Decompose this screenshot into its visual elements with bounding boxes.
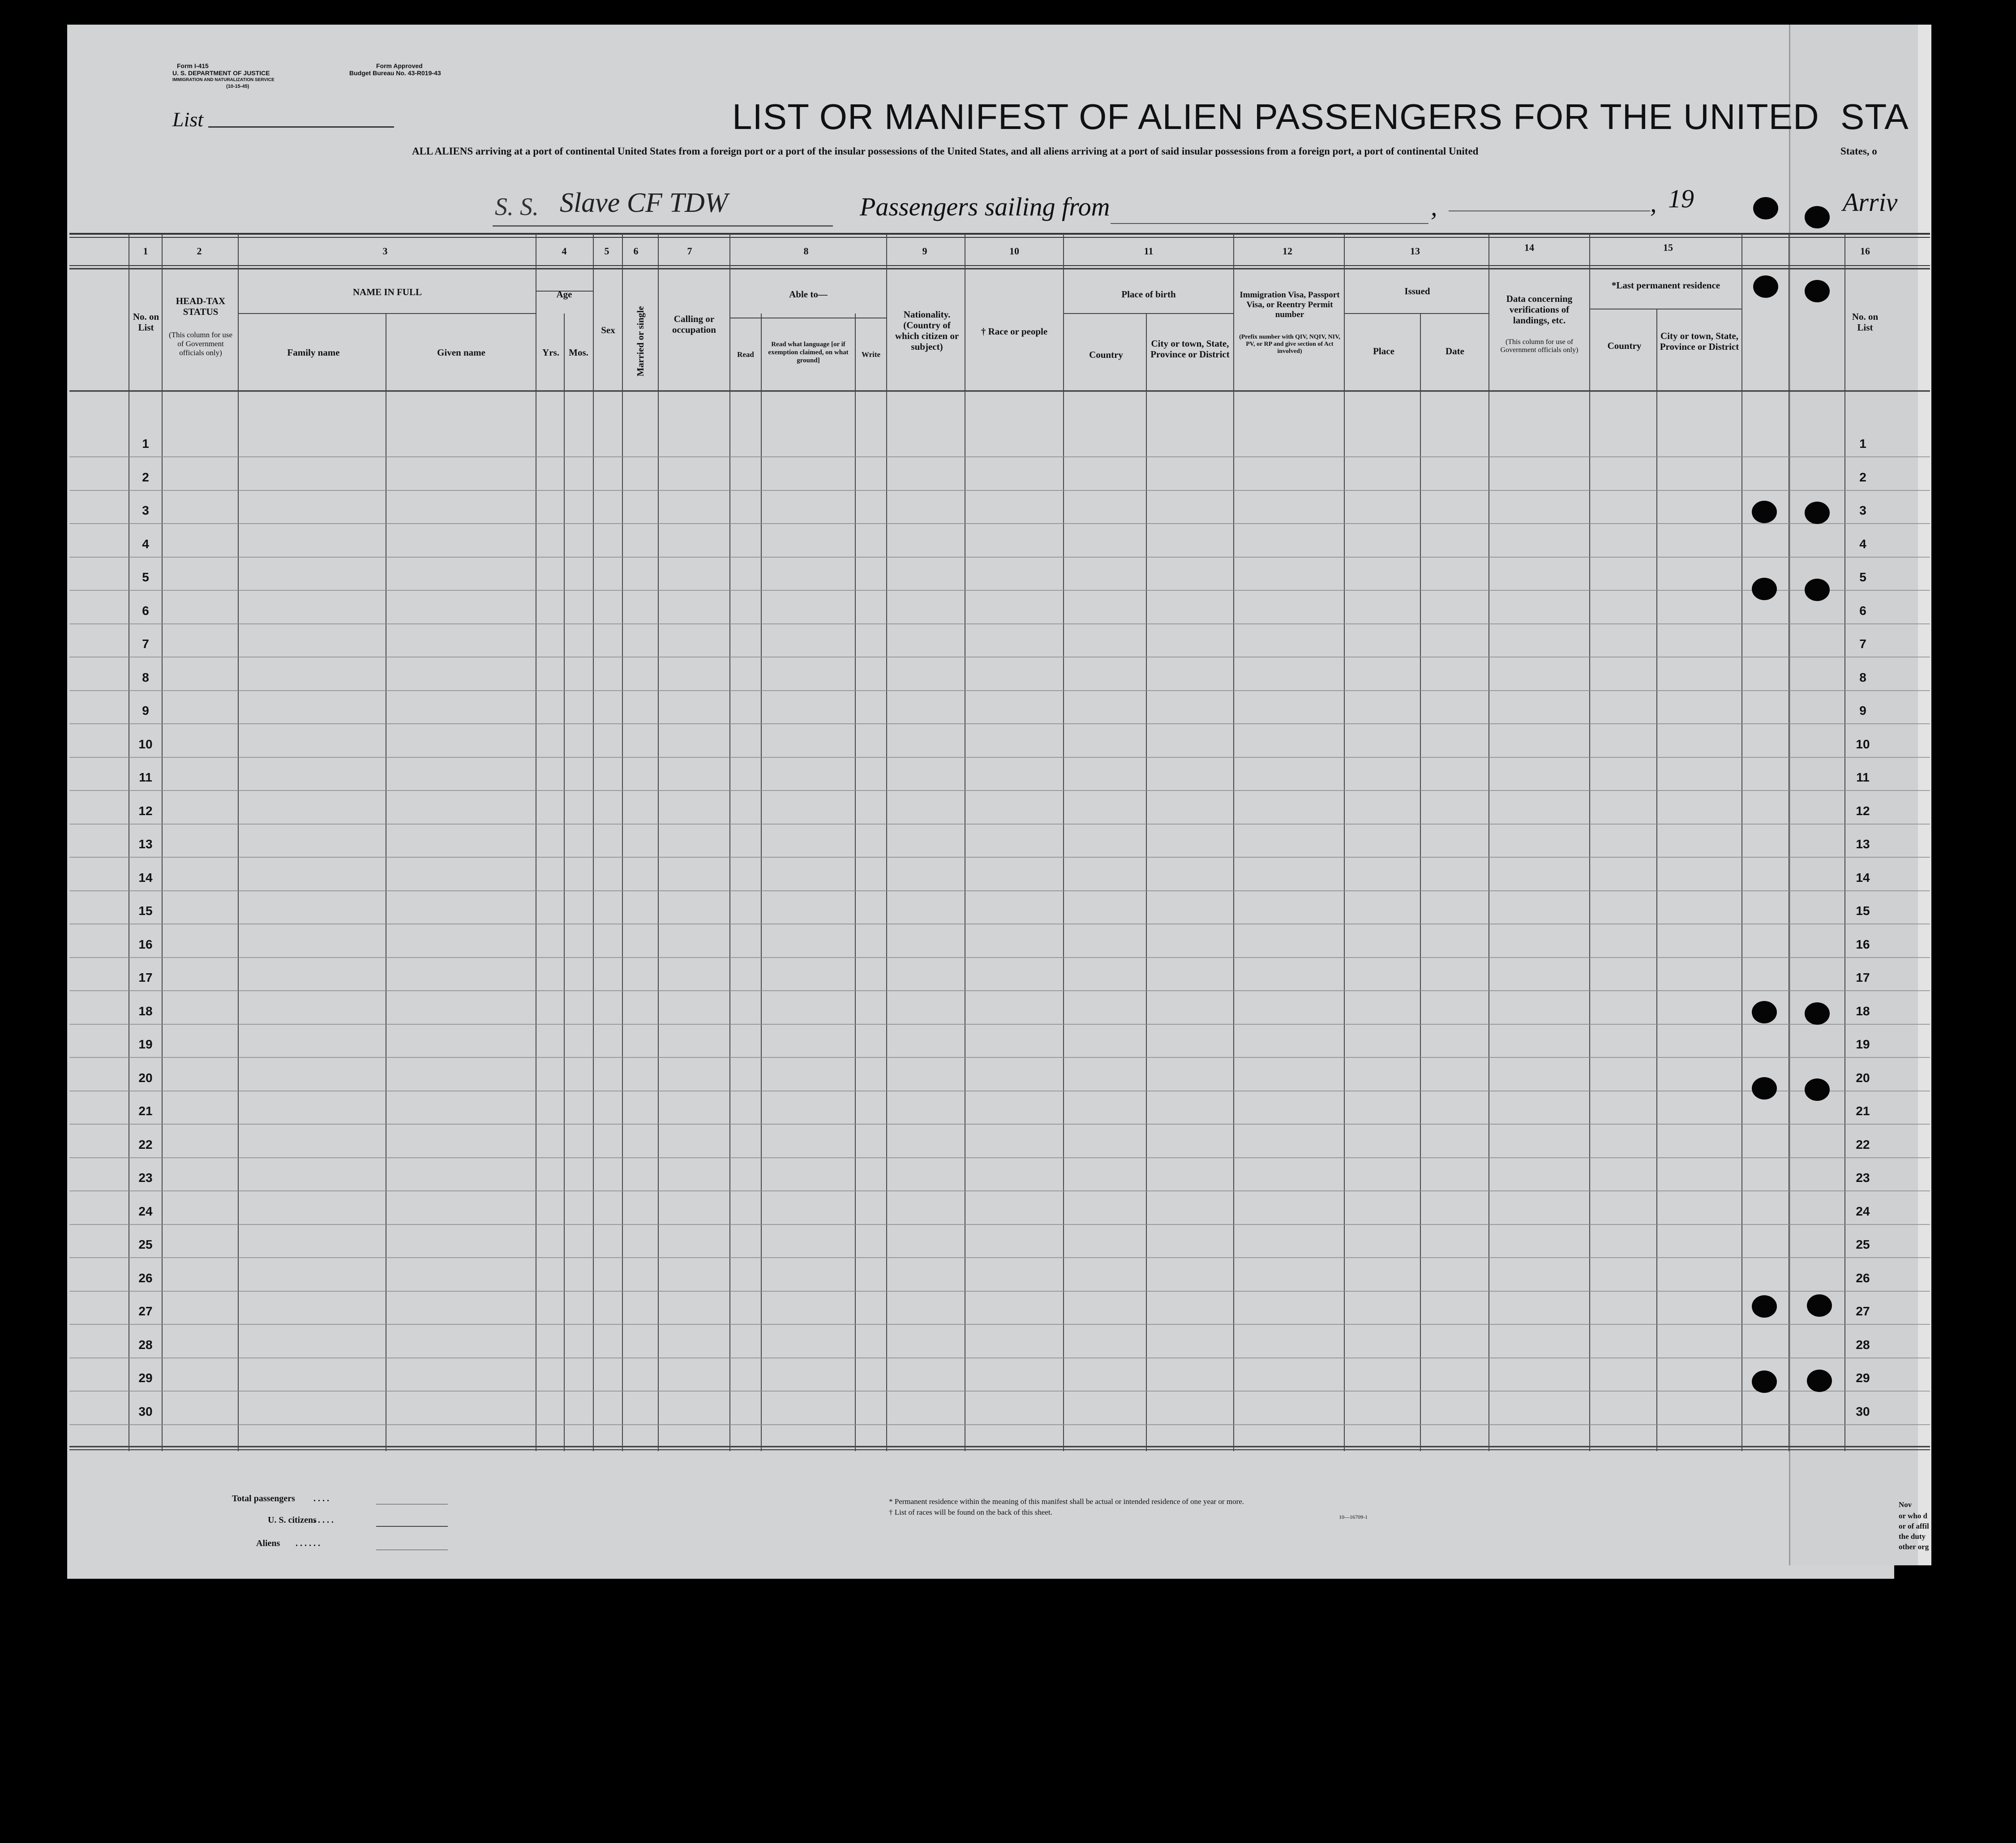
- col-head-tax-note: (This column for use of Government officials only): [168, 331, 233, 357]
- row-number: 14: [138, 870, 153, 885]
- col-verifications-note: (This column for use of Government officials only): [1500, 338, 1578, 354]
- row-number: 2: [142, 470, 149, 484]
- col-issued-date: Date: [1446, 346, 1464, 357]
- colnum-10: 10: [1009, 245, 1019, 257]
- punch-hole: [1752, 1370, 1777, 1393]
- row-number: 1: [142, 437, 149, 451]
- row-number-right: 15: [1856, 904, 1870, 918]
- row-number-right: 16: [1856, 937, 1870, 951]
- note-permanent-residence: * Permanent residence within the meaning of this manifest shall be actual or intended residence of one year or more.: [889, 1497, 1244, 1506]
- row-number: 12: [138, 803, 153, 818]
- punch-hole: [1753, 275, 1778, 298]
- row-number: 16: [138, 937, 153, 951]
- row-number-right: 14: [1856, 870, 1870, 885]
- col-place-of-birth: Place of birth: [1121, 289, 1176, 300]
- row-number-right: 7: [1859, 637, 1866, 651]
- row-number: 3: [142, 503, 149, 517]
- row-number: 9: [142, 704, 149, 717]
- ss-label: S. S.: [495, 193, 539, 221]
- col-head-tax: HEAD-TAX STATUS: [176, 296, 226, 317]
- right-fragment-1: Nov: [1899, 1500, 1912, 1509]
- row-number: 13: [138, 837, 153, 851]
- punch-hole: [1805, 1078, 1830, 1101]
- row-number-right: 18: [1856, 1004, 1870, 1018]
- page-title-cont: STA: [1840, 97, 1909, 137]
- comma: ,: [1431, 192, 1437, 221]
- colnum-16: 16: [1860, 245, 1870, 257]
- row-number-right: 12: [1856, 803, 1870, 818]
- col-write: Write: [861, 350, 881, 359]
- colnum-8: 8: [803, 245, 809, 257]
- row-number-right: 26: [1856, 1271, 1870, 1285]
- colnum-1: 1: [143, 245, 148, 257]
- punch-hole: [1752, 1001, 1777, 1023]
- row-number: 19: [138, 1037, 153, 1051]
- col-years: Yrs.: [542, 347, 559, 358]
- row-number-right: 30: [1856, 1404, 1870, 1418]
- row-number-right: 2: [1859, 470, 1866, 484]
- row-number-right: 27: [1856, 1304, 1870, 1318]
- col-name-in-full: NAME IN FULL: [352, 287, 422, 297]
- row-number-right: 24: [1856, 1204, 1870, 1218]
- row-number: 30: [138, 1404, 153, 1418]
- col-months: Mos.: [569, 347, 588, 358]
- row-number-right: 5: [1859, 570, 1866, 584]
- row-number: 6: [142, 603, 149, 618]
- row-number: 22: [138, 1137, 153, 1151]
- colnum-12: 12: [1283, 245, 1292, 257]
- row-number-right: 9: [1859, 704, 1866, 717]
- row-number: 4: [142, 537, 149, 551]
- punch-hole: [1805, 206, 1830, 228]
- col-no-on-list: No. on List: [133, 311, 159, 333]
- row-number: 10: [138, 737, 153, 751]
- col-residence-city: City or town, State, Province or District: [1660, 331, 1739, 352]
- row-number: 20: [138, 1070, 153, 1085]
- col-verifications: Data concerning verifications of landings, etc.: [1506, 293, 1573, 326]
- row-number: 11: [139, 770, 152, 784]
- col-visa-note: (Prefix number with QIV, NQIV, NIV, PV, or RP and give section of Act involved): [1239, 334, 1340, 355]
- row-number-right: 29: [1856, 1371, 1870, 1385]
- service: IMMIGRATION AND NATURALIZATION SERVICE: [172, 77, 275, 82]
- punch-hole: [1807, 1294, 1832, 1317]
- col-visa: Immigration Visa, Passport Visa, or Reentry Permit number: [1240, 290, 1340, 319]
- right-fragment-2: or who d: [1899, 1512, 1927, 1520]
- subtitle-cont: States, o: [1840, 146, 1877, 157]
- col-issued-place: Place: [1373, 346, 1394, 357]
- row-number: 5: [142, 570, 149, 584]
- col-no-on-list-right: No. on List: [1852, 311, 1879, 333]
- colnum-14: 14: [1524, 242, 1534, 253]
- col-sex: Sex: [601, 325, 615, 335]
- right-fragment-3: or of affil: [1899, 1522, 1929, 1530]
- row-number: 7: [142, 637, 149, 651]
- row-number-right: 25: [1856, 1237, 1870, 1251]
- row-number: 25: [138, 1237, 153, 1251]
- aliens-label: Aliens: [256, 1538, 280, 1548]
- colnum-4: 4: [562, 245, 567, 257]
- colnum-2: 2: [197, 245, 202, 257]
- us-citizens-label: U. S. citizens: [268, 1515, 317, 1525]
- punch-hole: [1752, 1077, 1777, 1100]
- ship-name-handwritten: Slave CF TDW: [560, 188, 728, 218]
- row-number: 27: [138, 1304, 153, 1318]
- colnum-13: 13: [1410, 245, 1420, 257]
- row-number: 26: [138, 1271, 153, 1285]
- row-number-right: 22: [1856, 1137, 1870, 1151]
- form-number: Form I-415: [177, 62, 209, 69]
- col-birth-country: Country: [1089, 349, 1123, 360]
- department: U. S. DEPARTMENT OF JUSTICE: [172, 69, 270, 77]
- row-number-right: 23: [1856, 1171, 1870, 1185]
- row-number-right: 17: [1856, 971, 1870, 984]
- row-number-right: 11: [1856, 770, 1870, 784]
- col-married-single: Married or single: [635, 306, 646, 377]
- row-number-right: 28: [1856, 1337, 1870, 1352]
- colnum-15: 15: [1663, 242, 1673, 253]
- row-number: 24: [138, 1204, 153, 1218]
- us-citizens-line: [376, 1526, 448, 1527]
- row-number-right: 13: [1856, 837, 1870, 851]
- col-read: Read: [737, 350, 754, 359]
- row-number-right: 10: [1856, 737, 1870, 751]
- right-fragment-5: other org: [1899, 1542, 1929, 1551]
- row-number: 18: [138, 1004, 153, 1018]
- colnum-7: 7: [687, 245, 692, 257]
- col-family-name: Family name: [287, 347, 340, 358]
- row-number-right: 3: [1859, 503, 1866, 517]
- page-title: LIST OR MANIFEST OF ALIEN PASSENGERS FOR THE UNITED: [732, 97, 1819, 137]
- col-birth-city: City or town, State, Province or District: [1150, 338, 1230, 360]
- punch-hole: [1807, 1370, 1832, 1392]
- punch-hole: [1805, 1002, 1830, 1025]
- col-issued: Issued: [1404, 286, 1430, 296]
- row-number-right: 8: [1859, 670, 1866, 684]
- punch-hole: [1752, 578, 1777, 600]
- col-occupation: Calling or occupation: [672, 314, 716, 335]
- col-nationality: Nationality. (Country of which citizen or subject): [895, 309, 959, 352]
- row-number-right: 19: [1856, 1037, 1870, 1051]
- subtitle: ALL ALIENS arriving at a port of continental United States from a foreign port or a port of the insular possessions of the United States, and all aliens arriving at a port of said insular possessions from a foreign port, a port of continental United: [412, 146, 1479, 157]
- row-number: 29: [138, 1371, 153, 1385]
- row-number-right: 21: [1856, 1104, 1870, 1118]
- row-number-right: 1: [1859, 437, 1866, 451]
- punch-hole: [1752, 501, 1777, 523]
- year-prefix: 19: [1668, 184, 1694, 213]
- col-last-residence: *Last permanent residence: [1611, 280, 1720, 291]
- colnum-9: 9: [922, 245, 927, 257]
- row-number: 17: [138, 971, 153, 984]
- col-age: Age: [556, 289, 572, 300]
- form-approved: Form Approved: [376, 62, 423, 69]
- row-number: 28: [138, 1337, 153, 1352]
- col-race: † Race or people: [981, 326, 1048, 337]
- row-number-right: 6: [1859, 603, 1866, 618]
- total-passengers-label: Total passengers: [232, 1494, 295, 1504]
- row-number: 23: [138, 1171, 153, 1185]
- passengers-label: Passengers sailing from: [860, 192, 1110, 221]
- leader-dots: . . . . . .: [296, 1538, 320, 1548]
- row-number: 15: [138, 904, 153, 918]
- punch-hole: [1752, 1295, 1777, 1318]
- punch-hole: [1753, 197, 1778, 219]
- leader-dots: . . . . .: [313, 1515, 334, 1525]
- list-label: List: [172, 108, 204, 131]
- arriving-cont: Arriv: [1843, 188, 1898, 217]
- right-fragment-4: the duty: [1899, 1532, 1926, 1541]
- colnum-5: 5: [604, 245, 609, 257]
- col-residence-country: Country: [1607, 340, 1642, 351]
- leader-dots: . . . .: [313, 1494, 329, 1504]
- print-code: 10—16709-1: [1339, 1514, 1368, 1520]
- row-number: 8: [142, 670, 149, 684]
- row-number-right: 4: [1859, 537, 1866, 551]
- punch-hole: [1805, 579, 1830, 601]
- colnum-3: 3: [382, 245, 388, 257]
- row-number-right: 20: [1856, 1070, 1870, 1085]
- budget-bureau: Budget Bureau No. 43-R019-43: [349, 69, 441, 77]
- row-number: 21: [138, 1104, 153, 1118]
- comma-2: ,: [1650, 189, 1657, 218]
- colnum-6: 6: [633, 245, 639, 257]
- col-read-language: Read what language [or if exemption claimed, on what ground]: [768, 341, 849, 364]
- colnum-11: 11: [1144, 245, 1154, 257]
- punch-hole: [1805, 502, 1830, 524]
- col-able-to: Able to—: [789, 289, 828, 300]
- date-code: (10-15-45): [226, 84, 249, 89]
- col-given-name: Given name: [437, 347, 485, 358]
- note-races: † List of races will be found on the back of this sheet.: [889, 1508, 1052, 1517]
- punch-hole: [1805, 280, 1830, 302]
